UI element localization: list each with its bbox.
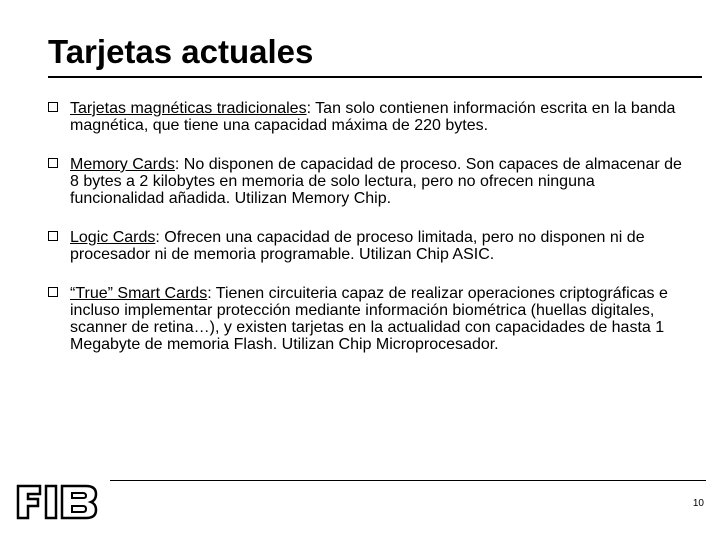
bullet-term: Memory Cards [70,156,175,173]
square-bullet-icon [48,287,58,297]
footer-divider [110,480,706,481]
bullet-term: “True” Smart Cards [70,285,208,302]
bullet-list [48,100,688,375]
fib-logo [16,484,98,520]
bullet-text: : Tan solo contienen información escrita en la banda magnética, que tiene una capacidad máxima de 220 bytes. [70,100,676,134]
square-bullet-icon [48,231,58,241]
bullet-item [48,285,688,353]
bullet-text: : No disponen de capacidad de proceso. Son capaces de almacenar de 8 bytes a 2 kilobytes en memoria de solo lectura, pero no ofrecen ninguna funcionalidad añadida. Utilizan Memory Chip. [70,156,682,207]
page-number: 10 [692,498,704,509]
bullet-item [48,100,688,134]
bullet-item [48,156,688,207]
title-divider [48,76,702,78]
bullet-term: Logic Cards [70,229,156,246]
bullet-item [48,229,688,263]
bullet-text: : Tienen circuiteria capaz de realizar operaciones criptográficas e incluso implementar protección mediante información biométrica (huellas digitales, scanner de retina…), y existen tarjetas en la actualidad con capacidades de hasta 1 Megabyte de memoria Flash. Utilizan Chip Microprocesador. [70,285,668,353]
bullet-term: Tarjetas magnéticas tradicionales [70,100,307,117]
slide-title: Tarjetas actuales [48,33,314,70]
square-bullet-icon [48,102,58,112]
square-bullet-icon [48,158,58,168]
bullet-text: : Ofrecen una capacidad de proceso limitada, pero no disponen ni de procesador ni de memoria programable. Utilizan Chip ASIC. [70,229,645,263]
